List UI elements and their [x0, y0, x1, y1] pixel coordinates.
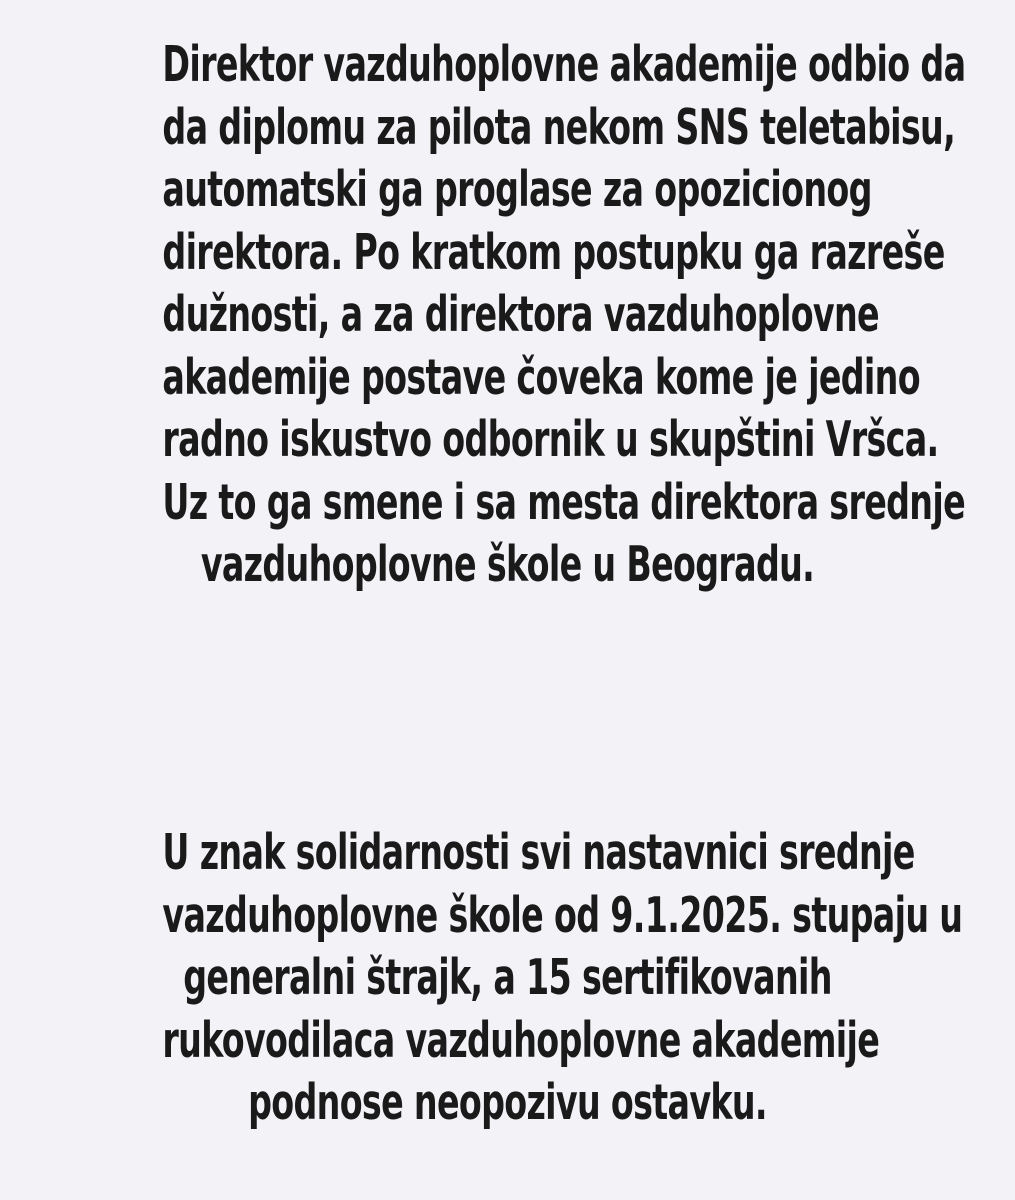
text-line: vazduhoplovne škole od 9.1.2025. stupaju u — [162, 886, 963, 944]
text-line: automatski ga proglase za opozicionog — [162, 161, 872, 218]
text-line: generalni štrajk, a 15 sertifikovanih — [183, 949, 832, 1006]
text-line: radno iskustvo odbornik u skupštini Vršca. — [162, 411, 939, 468]
text-line: vazduhoplovne škole u Beogradu. — [200, 536, 815, 593]
text-line: da diplomu za pilota nekom SNS teletabisu, — [162, 98, 956, 156]
text-line: Uz to ga smene i sa mesta direktora srednje — [162, 473, 965, 531]
text-line: U znak solidarnosti svi nastavnici srednje — [162, 824, 915, 881]
text-line: Direktor vazduhoplovne akademije odbio da — [162, 36, 966, 93]
text-line: podnose neopozivu ostavku. — [248, 1074, 767, 1131]
text-line: akademije postave čoveka kome je jedino — [162, 348, 920, 406]
paragraph-1 — [0, 34, 1015, 597]
text-line: rukovodilaca vazduhoplovne akademije — [162, 1011, 880, 1069]
text-line: direktora. Po kratkom postupku ga razreše — [162, 223, 945, 281]
paragraph-2 — [0, 822, 1015, 1135]
text-line: dužnosti, a za direktora vazduhoplovne — [162, 286, 879, 343]
